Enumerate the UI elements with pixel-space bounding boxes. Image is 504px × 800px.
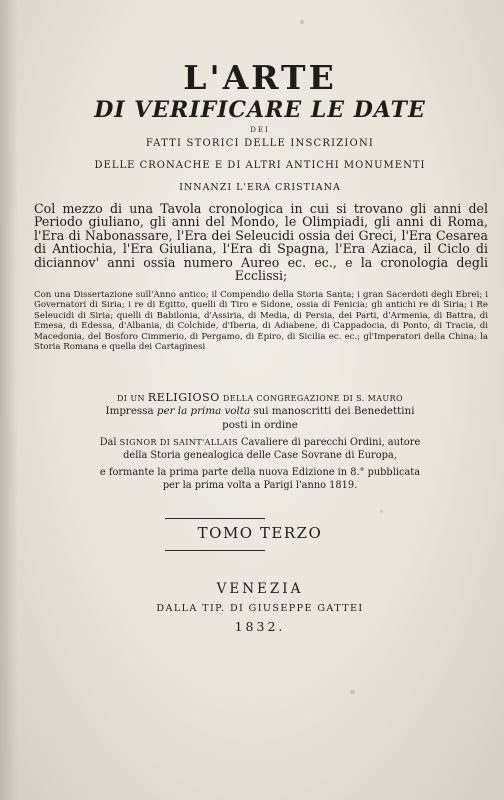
description-paragraph-2: Con una Dissertazione sull'Anno antico; il Compendio della Storia Santa; i gran Sacerdoti degli Ebrei; i Governatori di Siria; i re di Egitto, quelli di Tiro e Sidone, ossia di Fenicia; gli antichi re di Siria; i Re Seleucidi di Siria; quelli di Babilonia, d'Assiria, di Media, di Persia, dei Parti, d'Armenia, di Battra, di Emesa, di Edessa, d'Albania, di Colchide, d'Iberia, di Adiabene, di Cappadocia, di Ponto, di Tracia, di Macedonia, del Bosforo Cimmerio, di Pergamo, di Epiro, di Sicilia ec. ec.; gl'Imperatori della China; la Storia Romana e quella dei Cartaginesi [34,290,488,353]
author-religioso: RELIGIOSO [147,391,220,404]
edition-line-2: per la prima volta a Parigi l'anno 1819. [162,480,358,491]
editor-rest: Cavaliere di parecchi Ordini, autore [237,437,421,448]
volume-label: TOMO TERZO [197,524,323,542]
edition-line-1: e formante la prima parte della nuova Edizione in 8.° pubblicata [99,467,421,478]
editor-line-2: della Storia genealogica delle Case Sovrane di Europa, [123,450,397,461]
foxing-spot [380,510,383,513]
impressa-part2: sui manoscritti dei Benedettini [250,405,415,417]
subtitle-cronache: DELLE CRONACHE E DI ALTRI ANTICHI MONUMENTI [94,160,426,171]
editor-line [30,436,490,449]
editor-signor: SIGNOR [119,437,157,447]
imprint-city: VENEZIA [216,581,304,597]
impressa-line [30,405,490,418]
subtitle-dei: DEI [250,126,270,134]
author-congregazione: DELLA CONGREGAZIONE DI S. MAURO [222,394,403,403]
subtitle-fatti: FATTI STORICI DELLE INSCRIZIONI [145,138,375,149]
impressa-line-2: posti in ordine [222,419,298,431]
volume-rule-bottom [165,550,265,551]
impressa-italic: per la prima volta [156,405,251,417]
author-line [30,392,490,404]
impressa-part1: Impressa [105,405,157,417]
author-di-un: DI UN [117,394,145,403]
imprint-printer: DALLA TIP. DI GIUSEPPE GATTEI [156,603,364,614]
foxing-spot [300,20,304,24]
editor-prefix: Dal [99,437,120,448]
description-paragraph-1: Col mezzo di una Tavola cronologica in cui si trovano gli anni del Periodo giuliano, gli anni del Mondo, le Olimpiadi, gli anni di Roma, l'Era di Nabonassare, l'Era dei Seleucidi ossia dei Greci, l'Era Cesarea di Antiochia, l'Era Giuliana, l'Era di Spagna, l'Era Aziaca, il Ciclo di diciannov' anni ossia numero Aureo ec. ec., e la cronologia degli Ecclissi; [34,201,488,284]
title-line-1: L'ARTE [183,58,337,97]
imprint-year: 1832. [234,619,286,634]
editor-name: SAINT'ALLAIS [173,437,238,447]
title-line-2: DI VERIFICARE LE DATE [94,97,426,123]
editor-di: DI [156,437,174,447]
subtitle-innanzi: INNANZI L'ERA CRISTIANA [179,182,341,193]
volume-rule-top [165,518,265,519]
foxing-spot [350,690,355,694]
